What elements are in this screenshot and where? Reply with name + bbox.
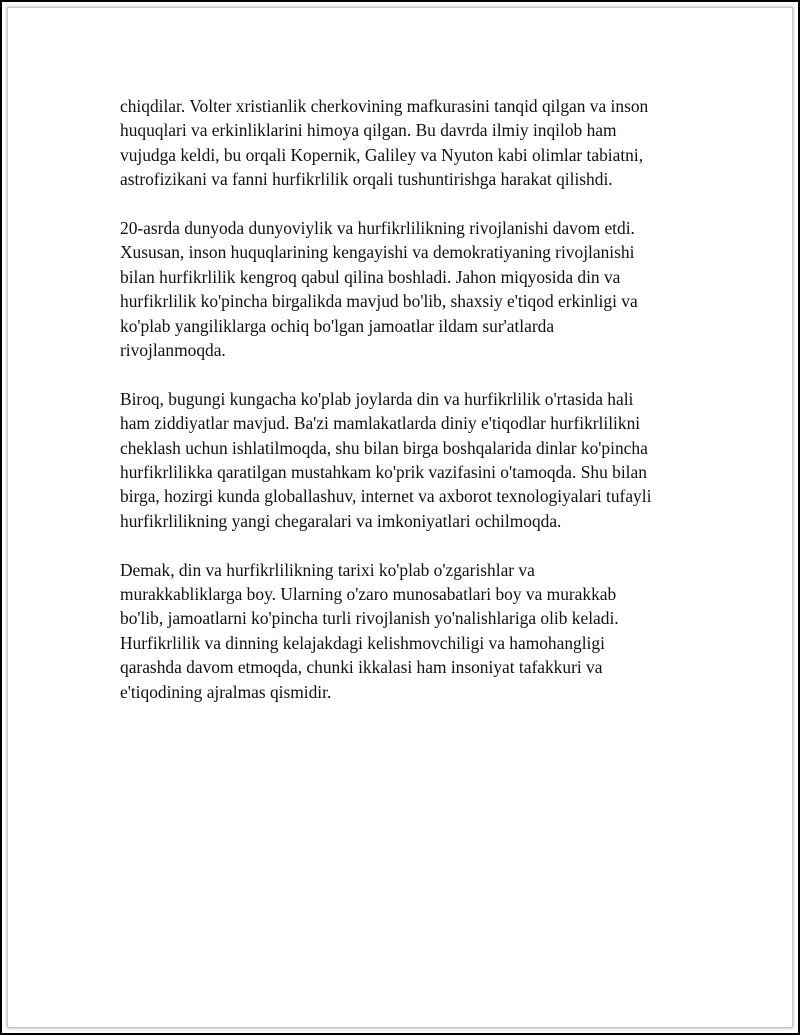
text-line: Xususan, inson huquqlarining kengayishi va demokratiyaning rivojlanishi <box>120 242 635 263</box>
paragraph-3 <box>120 387 710 533</box>
document-body <box>120 94 710 729</box>
text-line: chiqdilar. Volter xristianlik cherkovining mafkurasini tanqid qilgan va inson <box>120 96 649 116</box>
paragraph-2 <box>120 216 710 362</box>
text-line: 20-asrda dunyoda dunyoviylik va hurfikrlilikning rivojlanishi davom etdi. <box>120 218 635 239</box>
text-line: hurfikrlilik ko'pincha birgalikda mavjud bo'lib, shaxsiy e'tiqod erkinligi va <box>120 291 638 312</box>
text-line: vujudga keldi, bu orqali Kopernik, Galiley va Nyuton kabi olimlar tabiatni, <box>120 144 644 165</box>
text-line: bo'lib, jamoatlarni ko'pincha turli rivojlanish yo'nalishlariga olib keladi. <box>120 608 619 629</box>
text-line: Biroq, bugungi kungacha ko'plab joylarda din va hurfikrlilik o'rtasida hali <box>120 388 634 409</box>
text-line: bilan hurfikrlilik kengroq qabul qilina boshladi. Jahon miqyosida din va <box>120 266 621 287</box>
text-line: birga, hozirgi kunda globallashuv, internet va axborot texnologiyalari tufayli <box>120 486 652 507</box>
text-line: Demak, din va hurfikrlilikning tarixi ko'plab o'zgarishlar va <box>120 559 535 580</box>
text-line: e'tiqodining ajralmas qismidir. <box>120 681 332 702</box>
text-line: hurfikrlilikning yangi chegaralari va imkoniyatlari ochilmoqda. <box>120 510 562 531</box>
text-line: murakkabliklarga boy. Ularning o'zaro munosabatlari boy va murakkab <box>120 584 617 605</box>
paragraph-1 <box>120 94 710 192</box>
text-line: Hurfikrlilik va dinning kelajakdagi kelishmovchiligi va hamohangligi <box>120 632 605 653</box>
paragraph-4 <box>120 558 710 704</box>
text-line: ko'plab yangiliklarga ochiq bo'lgan jamoatlar ildam sur'atlarda <box>120 315 555 336</box>
text-line: rivojlanmoqda. <box>120 340 226 361</box>
text-line: hurfikrlilikka qaratilgan mustahkam ko'prik vazifasini o'tamoqda. Shu bilan <box>120 462 647 483</box>
text-line: ham ziddiyatlar mavjud. Ba'zi mamlakatlarda diniy e'tiqodlar hurfikrlilikni <box>120 413 641 434</box>
text-line: qarashda davom etmoqda, chunki ikkalasi ham insoniyat tafakkuri va <box>120 657 603 678</box>
text-line: cheklash uchun ishlatilmoqda, shu bilan birga boshqalarida dinlar ko'pincha <box>120 437 648 458</box>
text-line: huquqlari va erkinliklarini himoya qilgan. Bu davrda ilmiy inqilob ham <box>120 120 617 141</box>
text-line: astrofizikani va fanni hurfikrlilik orqali tushuntirishga harakat qilishdi. <box>120 169 613 190</box>
